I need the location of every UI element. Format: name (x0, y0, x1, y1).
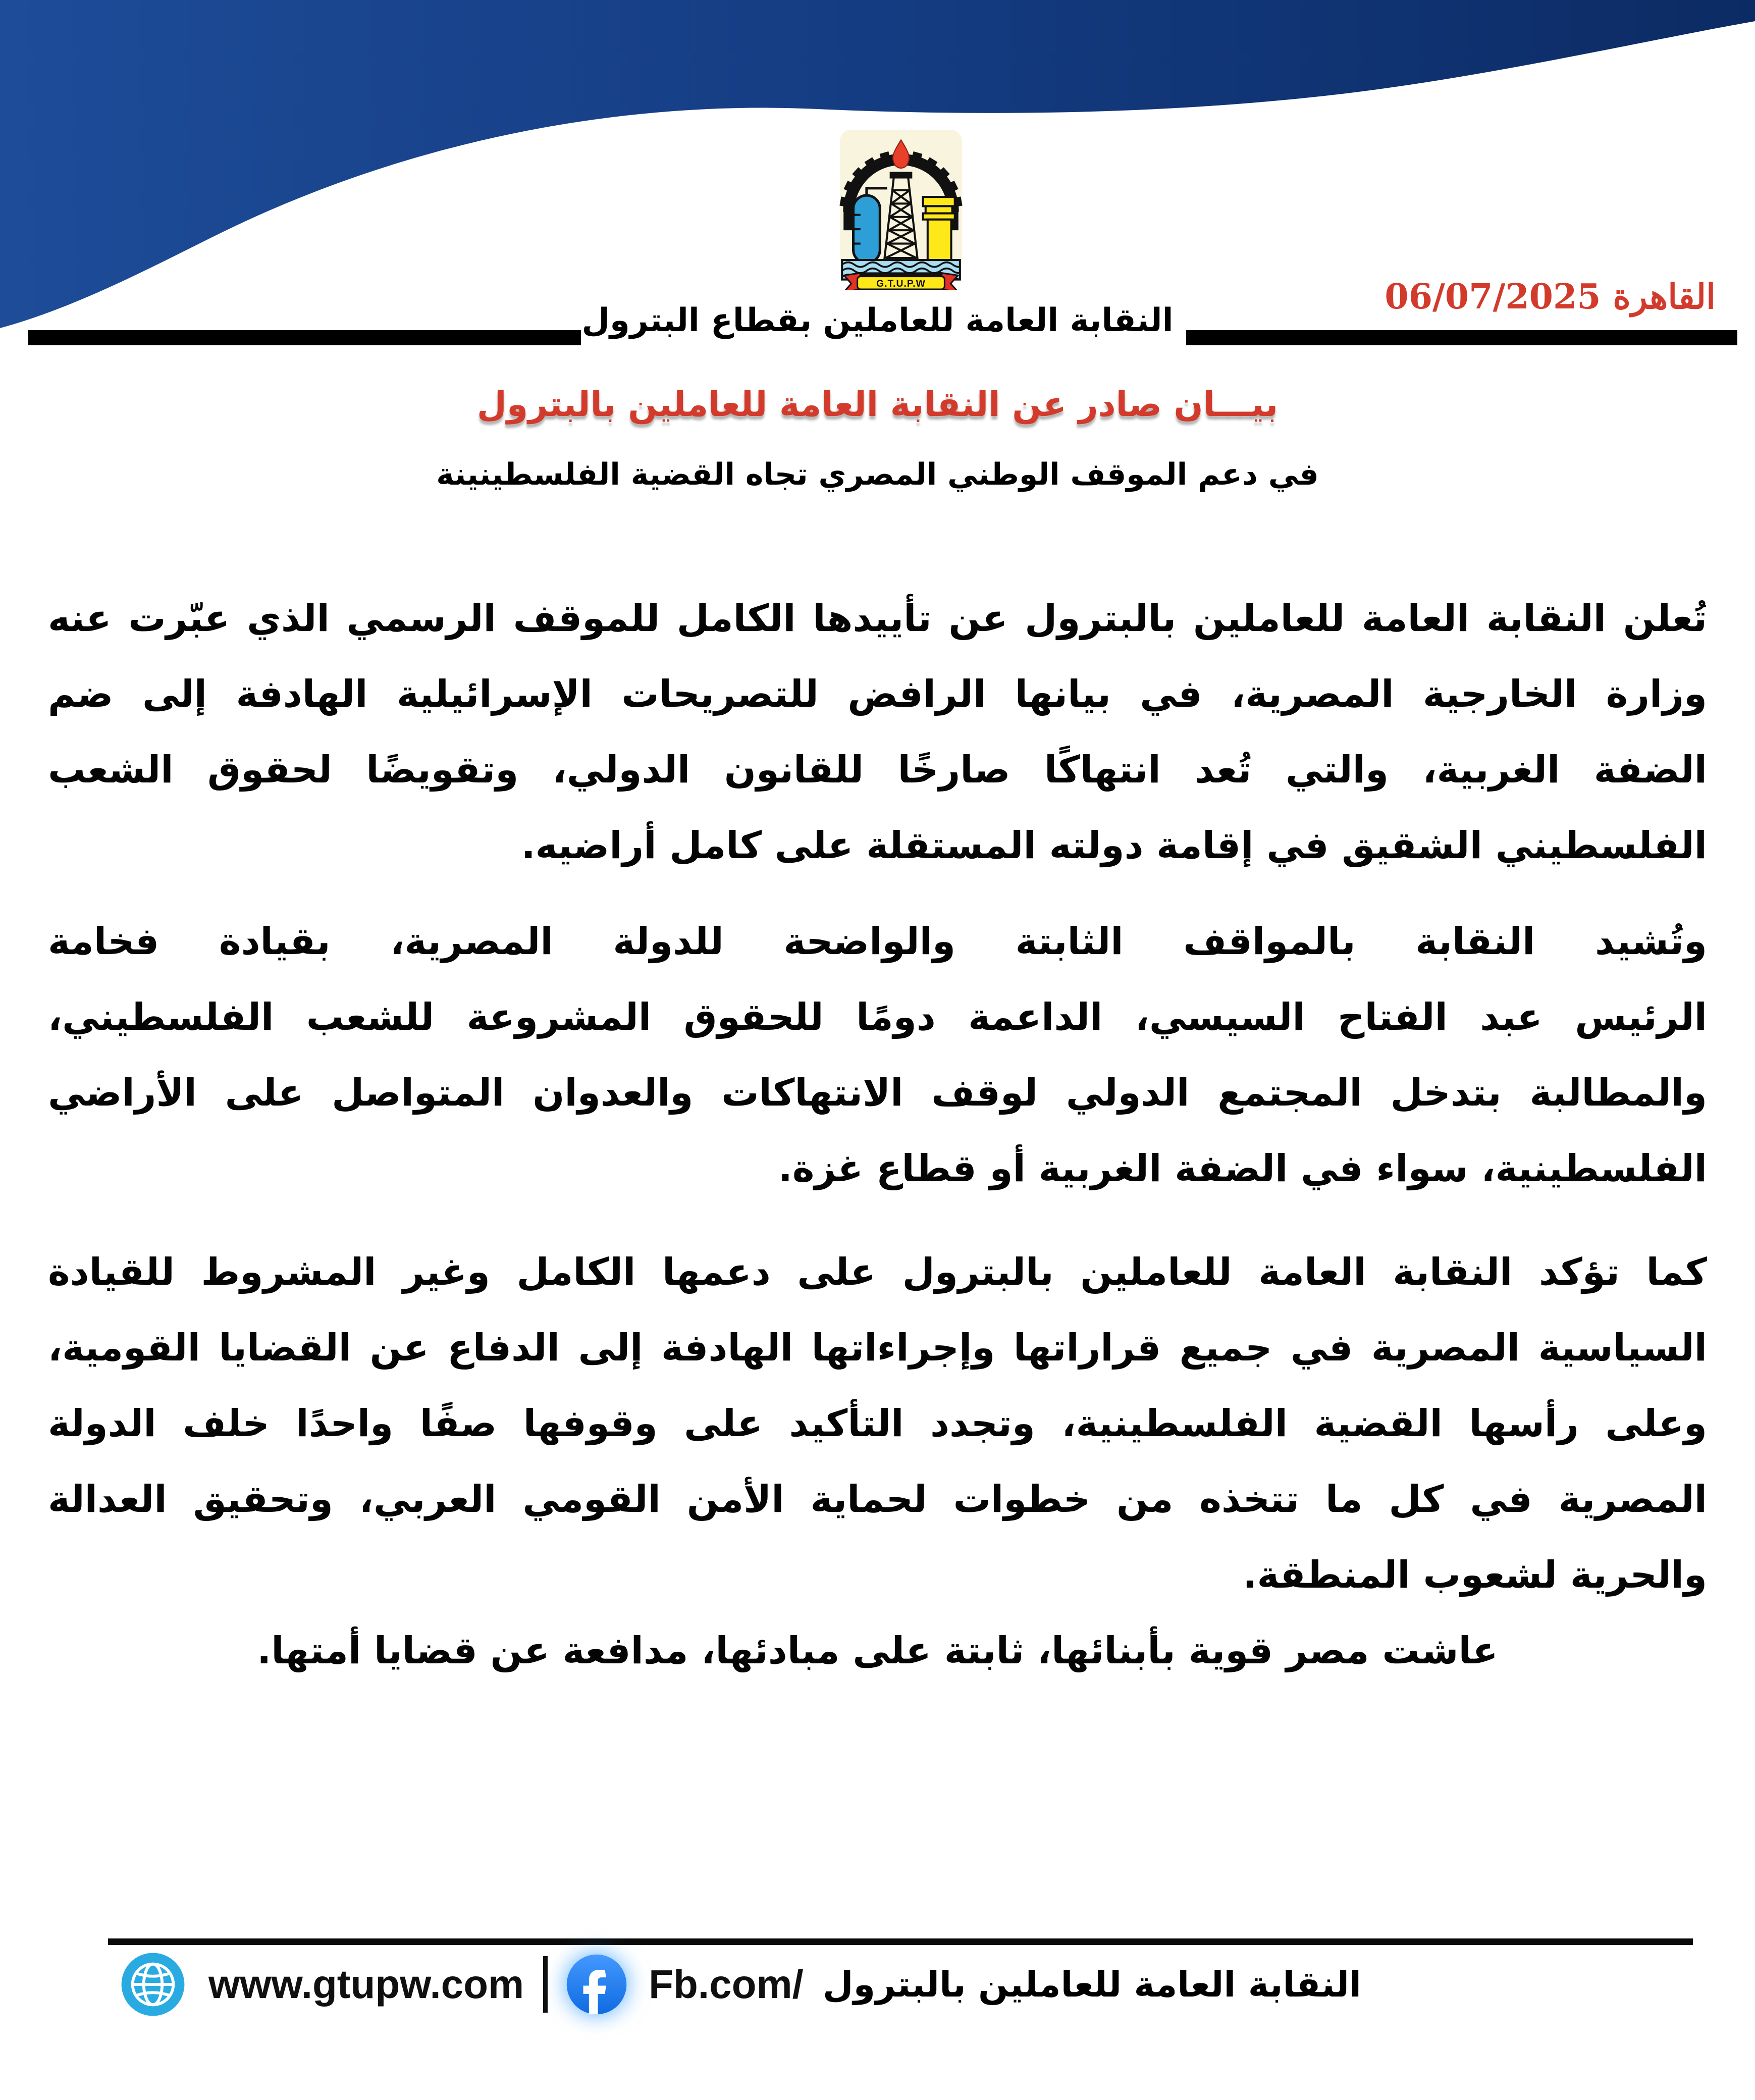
body-line: الفلسطيني الشقيق في إقامة دولته المستقلة على كامل أراضيه. (521, 824, 1707, 867)
body-line: السياسية المصرية في جميع قراراتها وإجراءاتها الهادفة إلى الدفاع عن القضايا القومية، (48, 1326, 1707, 1370)
footer-separator (543, 1956, 548, 2013)
facebook-page-name[interactable]: النقابة العامة للعاملين بالبترول (822, 1963, 1362, 2005)
paragraph-gap (48, 883, 1707, 904)
facebook-icon[interactable] (565, 1953, 628, 2016)
body-line: المصرية في كل ما تتخذه من خطوات لحماية الأمن القومي العربي، وتحقيق العدالة (48, 1478, 1707, 1521)
footer-rule (108, 1938, 1693, 1945)
date-value: 06/07/2025 (1385, 277, 1601, 317)
logo-acronym: G.T.U.P.W (876, 278, 926, 289)
statement-title: بيـــان صادر عن النقابة العامة للعاملين بالبترول (476, 385, 1279, 425)
footer (120, 1948, 1685, 2021)
body-line: وتُشيد النقابة بالمواقف الثابتة والواضحة للدولة المصرية، بقيادة فخامة (48, 920, 1707, 963)
body-line: والمطالبة بتدخل المجتمع الدولي لوقف الانتهاكات والعدوان المتواصل على الأراضي (48, 1071, 1707, 1115)
union-logo (838, 129, 964, 290)
org-name: النقابة العامة للعاملين بقطاع البترول (581, 302, 1174, 339)
city-label: القاهرة (1613, 277, 1716, 317)
banner-ribbon (844, 272, 958, 290)
body-line: الضفة الغربية، والتي تُعد انتهاكًا صارخًا للقانون الدولي، وتقويضًا لحقوق الشعب (48, 748, 1707, 792)
paragraph-gap (48, 1206, 1707, 1234)
body-line: والحرية لشعوب المنطقة. (1243, 1553, 1707, 1597)
body-line: وزارة الخارجية المصرية، في بيانها الرافض للتصريحات الإسرائيلية الهادفة إلى ضم (48, 672, 1707, 716)
statement-subtitle: في دعم الموقف الوطني المصري تجاه القضية الفلسطينينة (436, 457, 1319, 492)
body-line: وعلى رأسها القضية الفلسطينية، وتجدد التأكيد على وقوفها صفًا واحدًا خلف الدولة (48, 1402, 1707, 1445)
website-url[interactable]: www.gtupw.com (208, 1961, 524, 2007)
globe-icon (120, 1952, 186, 2017)
body-line: الفلسطينية، سواء في الضفة الغربية أو قطاع غزة. (778, 1147, 1707, 1190)
body-line: الرئيس عبد الفتاح السيسي، الداعمة دومًا للحقوق المشروعة للشعب الفلسطيني، (48, 995, 1707, 1039)
facebook-url-prefix[interactable]: Fb.com/ (649, 1961, 804, 2007)
body-line: تُعلن النقابة العامة للعاملين بالبترول عن تأييدها الكامل للموقف الرسمي الذي عبّرت عنه (48, 597, 1707, 640)
body-line: كما تؤكد النقابة العامة للعاملين بالبترول على دعمها الكامل وغير المشروط للقيادة (48, 1250, 1707, 1294)
statement-body (48, 581, 1707, 1689)
closing-line: عاشت مصر قوية بأبنائها، ثابتة على مبادئها، مدافعة عن قضايا أمتها. (257, 1629, 1498, 1672)
refinery-column-icon (923, 197, 955, 263)
